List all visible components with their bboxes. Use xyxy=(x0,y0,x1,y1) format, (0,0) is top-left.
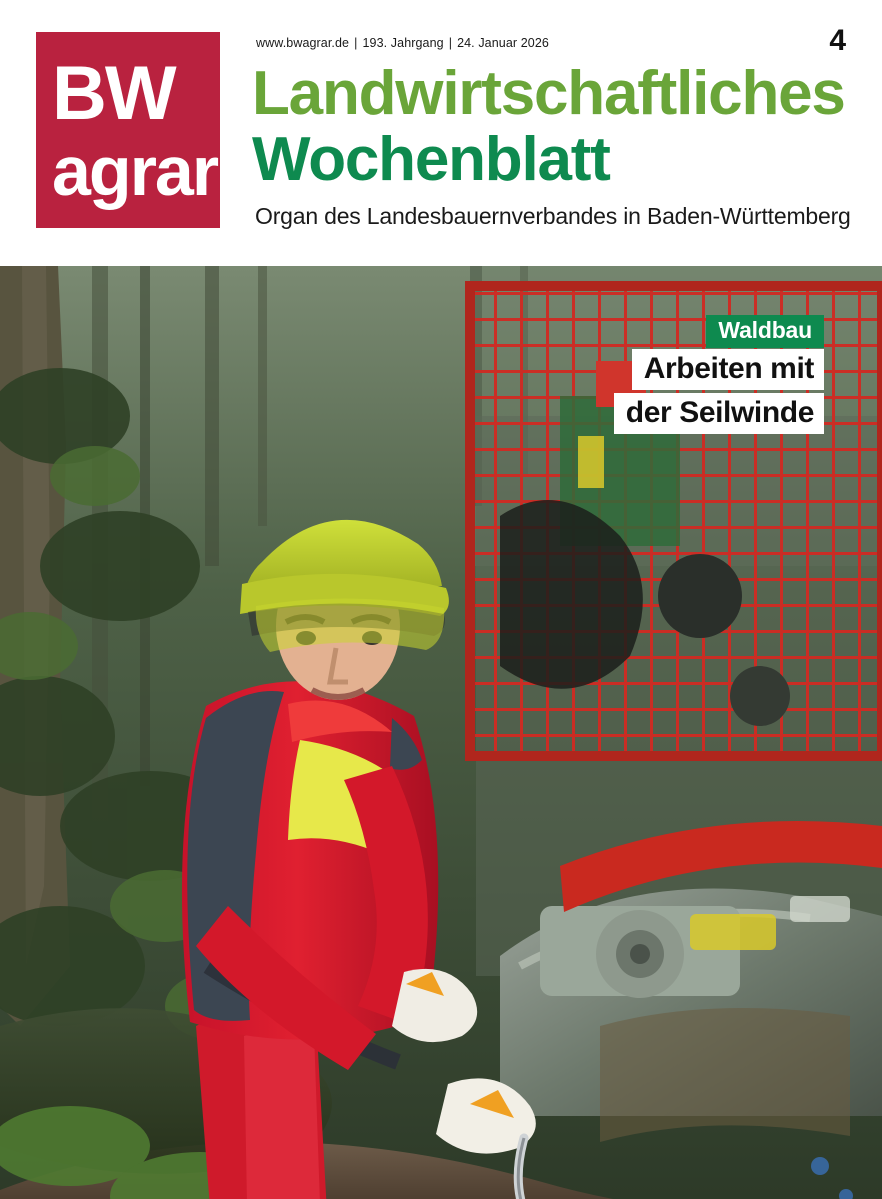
publication-subtitle: Organ des Landesbauernverbandes in Baden-Württemberg xyxy=(255,203,851,229)
publication-title-line-2: Wochenblatt xyxy=(252,125,610,194)
cover-category-flag: Waldbau xyxy=(706,315,824,348)
cover-photo xyxy=(0,266,882,1199)
publication-title-line-1: Landwirtschaftliches xyxy=(252,59,845,128)
issue-metadata xyxy=(256,36,549,50)
meta-separator-1: | xyxy=(354,36,358,50)
publication-logo xyxy=(36,32,220,228)
cover-headline-line-2: der Seilwinde xyxy=(614,393,824,434)
cover-headline-line-1: Arbeiten mit xyxy=(632,349,824,390)
issue-date: 24. Januar 2026 xyxy=(457,36,549,50)
masthead xyxy=(0,0,882,266)
meta-separator-2: | xyxy=(448,36,453,50)
volume-label: 193. Jahrgang xyxy=(362,36,444,50)
logo-bw-text: BW xyxy=(52,51,175,136)
website-url[interactable]: www.bwagrar.de xyxy=(256,36,350,50)
cover-headline xyxy=(614,349,824,437)
logo-agrar-text: agrar xyxy=(52,132,218,210)
issue-number: 4 xyxy=(829,24,846,57)
